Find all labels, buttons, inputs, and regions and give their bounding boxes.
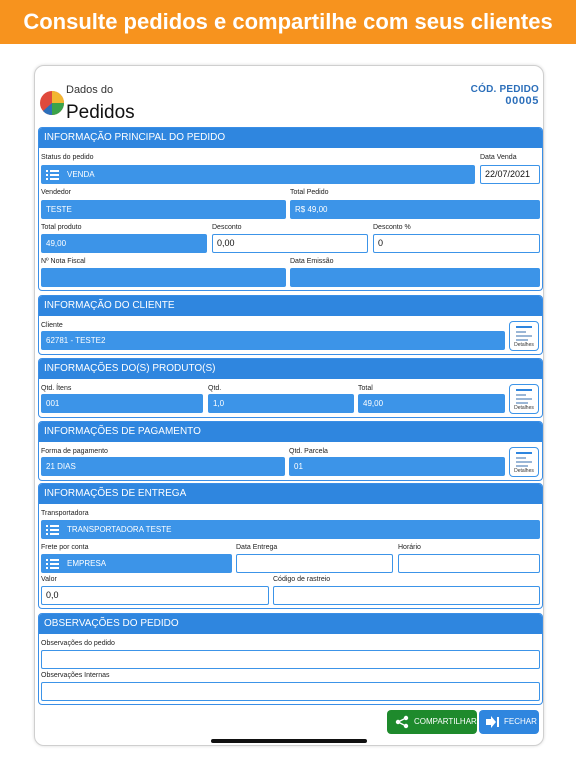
section-title: OBSERVAÇÕES DO PEDIDO (39, 614, 542, 634)
products-total-field[interactable]: 49,00 (358, 394, 505, 413)
client-label: Cliente (41, 322, 63, 329)
status-label: Status do pedido (41, 154, 94, 161)
status-value: VENDA (67, 170, 95, 179)
observations-section (38, 613, 543, 705)
products-section (38, 358, 543, 418)
freight-label: Frete por conta (41, 544, 89, 551)
issue-date-field[interactable] (290, 268, 540, 287)
status-select[interactable] (41, 165, 475, 184)
time-label: Horário (398, 544, 421, 551)
carrier-value: TRANSPORTADORA TESTE (67, 525, 172, 534)
freight-select[interactable] (41, 554, 232, 573)
installments-field[interactable]: 01 (289, 457, 505, 476)
card-header (35, 66, 544, 126)
items-qty-field[interactable]: 001 (41, 394, 203, 413)
products-total-label: Total (358, 385, 373, 392)
client-field[interactable]: 62781 - TESTE2 (41, 331, 505, 350)
invoice-field[interactable] (41, 268, 286, 287)
promo-banner (0, 0, 576, 44)
products-details-button[interactable] (509, 384, 539, 414)
sale-date-label: Data Venda (480, 154, 517, 161)
order-card (34, 65, 544, 746)
product-total-field[interactable]: 49,00 (41, 234, 207, 253)
seller-label: Vendedor (41, 189, 71, 196)
client-details-button[interactable] (509, 321, 539, 351)
freight-value: EMPRESA (67, 559, 107, 568)
internal-notes-field[interactable] (41, 682, 540, 701)
app-logo-icon (39, 90, 65, 116)
header-subtitle: Dados do (66, 84, 114, 96)
details-icon (516, 326, 532, 341)
items-qty-label: Qtd. Ítens (41, 385, 72, 392)
list-icon (46, 170, 59, 180)
client-section (38, 295, 543, 355)
value-label: Valor (41, 576, 57, 583)
payment-method-field[interactable]: 21 DIAS (41, 457, 285, 476)
qty-label: Qtd. (208, 385, 222, 392)
banner-text: Consulte pedidos e compartilhe com seus clientes (23, 9, 553, 34)
list-icon (46, 559, 59, 569)
discount-label: Desconto (212, 224, 242, 231)
product-total-label: Total produto (41, 224, 82, 231)
time-field[interactable] (398, 554, 540, 573)
order-total-field[interactable]: R$ 49,00 (290, 200, 540, 219)
section-title: INFORMAÇÕES DO(S) PRODUTO(S) (39, 359, 542, 379)
carrier-select[interactable] (41, 520, 540, 539)
details-icon (516, 452, 532, 467)
order-notes-field[interactable] (41, 650, 540, 669)
order-code-label: CÓD. PEDIDO (470, 84, 539, 95)
close-button[interactable] (479, 710, 539, 734)
close-label: FECHAR (504, 717, 537, 726)
list-icon (46, 525, 59, 535)
details-label: Detalhes (514, 342, 534, 348)
main-info-section (38, 127, 543, 291)
exit-icon (485, 716, 499, 728)
order-code-value: 00005 (505, 95, 539, 107)
payment-section (38, 421, 543, 481)
details-label: Detalhes (514, 468, 534, 474)
home-indicator[interactable] (211, 739, 367, 743)
discount-pct-field[interactable]: 0 (373, 234, 540, 253)
sale-date-field[interactable]: 22/07/2021 (480, 165, 540, 184)
tracking-field[interactable] (273, 586, 540, 605)
payment-details-button[interactable] (509, 447, 539, 477)
page-title: Pedidos (66, 102, 135, 123)
tracking-label: Código de rastreio (273, 576, 331, 583)
value-field[interactable]: 0,0 (41, 586, 269, 605)
share-label: COMPARTILHAR (414, 717, 477, 726)
share-icon (395, 715, 409, 729)
section-title: INFORMAÇÕES DE ENTREGA (39, 484, 542, 504)
delivery-date-field[interactable] (236, 554, 393, 573)
carrier-label: Transportadora (41, 510, 89, 517)
section-title: INFORMAÇÃO PRINCIPAL DO PEDIDO (39, 128, 542, 148)
qty-field[interactable]: 1,0 (208, 394, 354, 413)
order-notes-label: Observações do pedido (41, 640, 115, 647)
invoice-label: Nº Nota Fiscal (41, 258, 86, 265)
seller-field[interactable]: TESTE (41, 200, 286, 219)
issue-date-label: Data Emissão (290, 258, 334, 265)
section-title: INFORMAÇÃO DO CLIENTE (39, 296, 542, 316)
share-button[interactable] (387, 710, 477, 734)
internal-notes-label: Observações Internas (41, 672, 110, 679)
delivery-section (38, 483, 543, 609)
delivery-date-label: Data Entrega (236, 544, 278, 551)
discount-pct-label: Desconto % (373, 224, 411, 231)
payment-method-label: Forma de pagamento (41, 448, 108, 455)
installments-label: Qtd. Parcela (289, 448, 328, 455)
section-title: INFORMAÇÕES DE PAGAMENTO (39, 422, 542, 442)
discount-field[interactable]: 0,00 (212, 234, 368, 253)
order-total-label: Total Pedido (290, 189, 329, 196)
details-icon (516, 389, 532, 404)
details-label: Detalhes (514, 405, 534, 411)
